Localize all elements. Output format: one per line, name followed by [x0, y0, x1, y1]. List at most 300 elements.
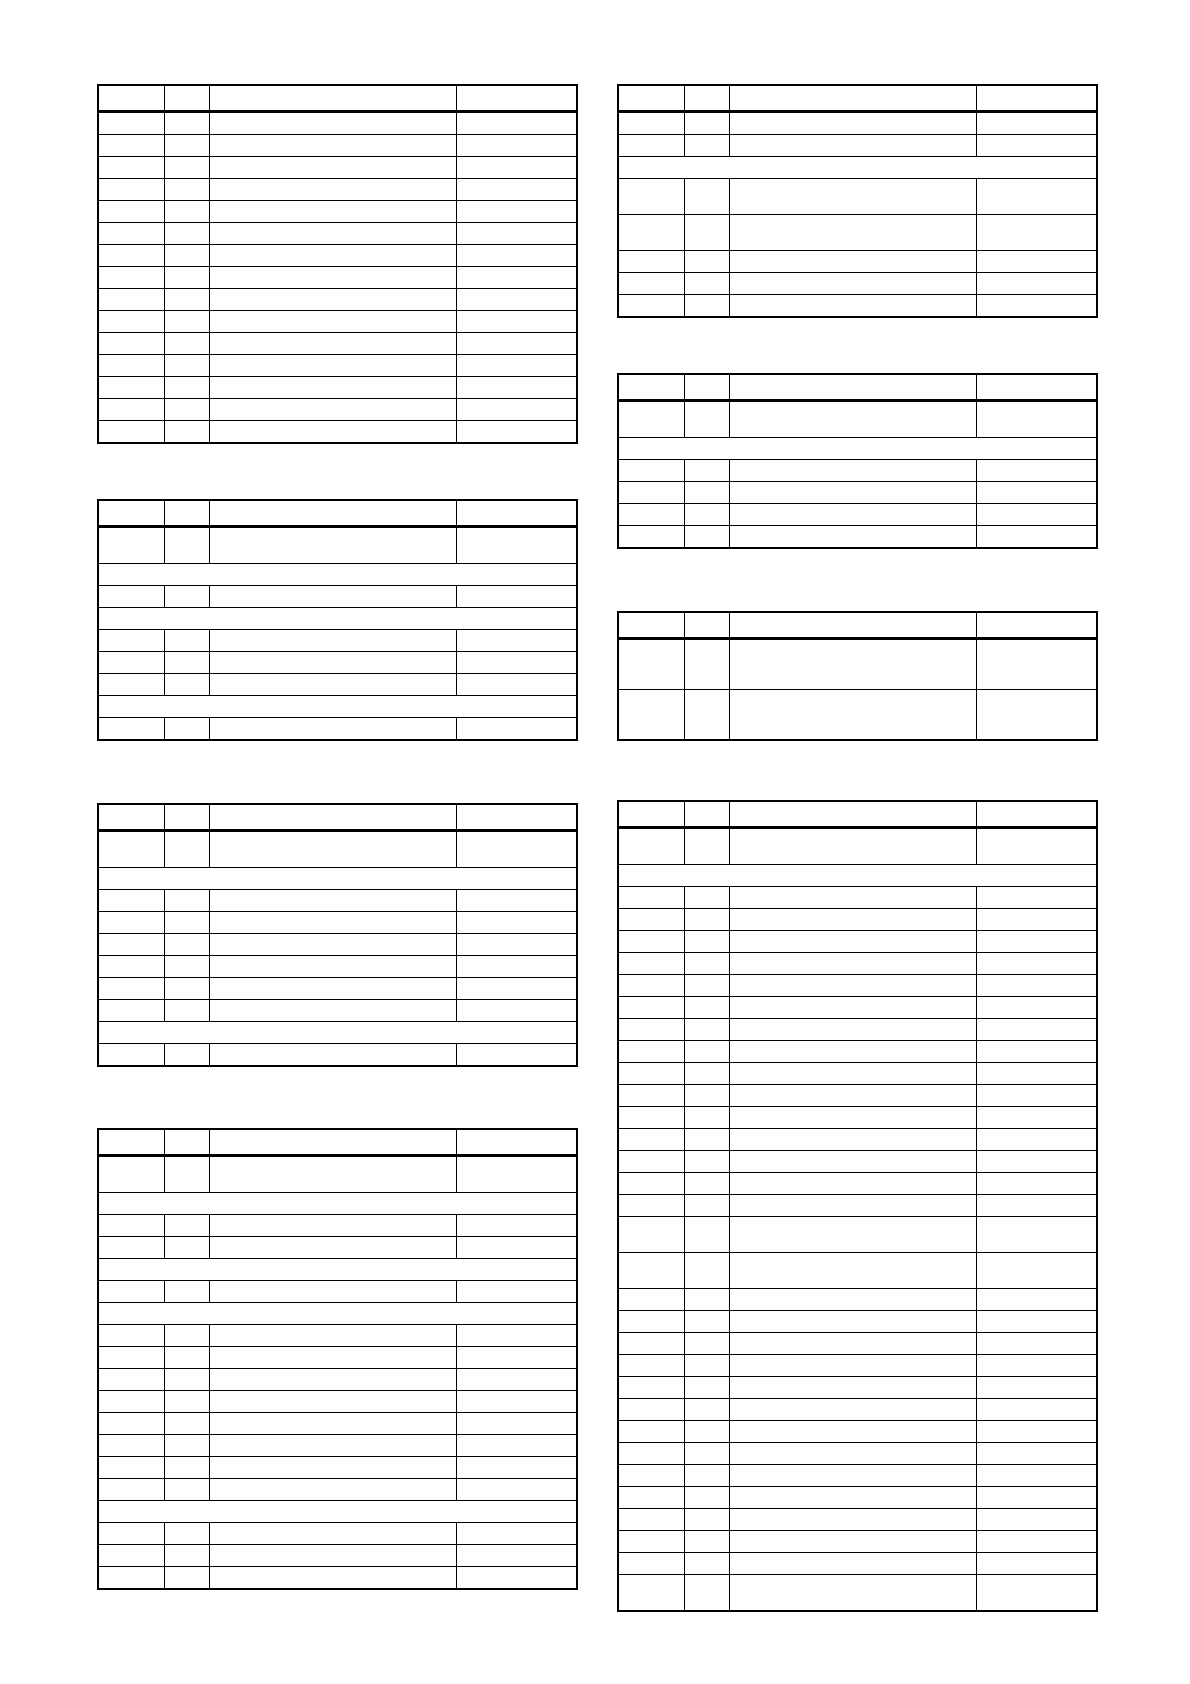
table-cell	[684, 1553, 729, 1574]
table-cell	[99, 1215, 164, 1236]
table-cell	[164, 179, 209, 200]
table-cell	[684, 1019, 729, 1040]
table-row	[99, 1156, 576, 1192]
table-cell	[209, 890, 456, 911]
table-cell	[619, 1129, 684, 1150]
table-cell	[209, 586, 456, 607]
table-cell	[976, 1173, 1096, 1194]
table-cell	[684, 1129, 729, 1150]
table-cell	[99, 934, 164, 955]
table-row	[619, 1464, 1096, 1486]
table-cell	[976, 953, 1096, 974]
table-cell	[209, 978, 456, 999]
table-cell	[164, 289, 209, 310]
table-cell	[456, 1545, 576, 1566]
table-cell	[619, 1487, 684, 1508]
table-cell	[729, 113, 976, 134]
table-cell	[99, 1000, 164, 1021]
table-cell	[209, 630, 456, 651]
table-cell	[164, 934, 209, 955]
table-row	[619, 1574, 1096, 1610]
table-cell	[164, 805, 209, 829]
table-cell	[619, 1399, 684, 1420]
table-cell	[976, 86, 1096, 110]
table-cell	[99, 113, 164, 134]
table-cell	[619, 1421, 684, 1442]
table-cell	[164, 1391, 209, 1412]
table-cell	[99, 630, 164, 651]
table-row	[619, 1354, 1096, 1376]
table-cell	[729, 1509, 976, 1530]
table-cell	[99, 223, 164, 244]
table-cell	[729, 402, 976, 437]
table-row	[619, 112, 1096, 134]
table-cell	[976, 402, 1096, 437]
table-cell	[209, 528, 456, 563]
table-row	[619, 1106, 1096, 1128]
table-cell	[729, 1173, 976, 1194]
table-cell	[164, 586, 209, 607]
table-cell	[729, 613, 976, 637]
table-cell	[976, 1333, 1096, 1354]
table-cell	[976, 1487, 1096, 1508]
table-cell	[619, 135, 684, 156]
table-cell	[976, 931, 1096, 952]
table-cell	[684, 640, 729, 689]
table-cell	[164, 674, 209, 695]
table-cell	[729, 86, 976, 110]
table-cell	[209, 1215, 456, 1236]
table-cell	[729, 215, 976, 250]
table-row	[99, 332, 576, 354]
table-row	[99, 673, 576, 695]
table-cell	[684, 953, 729, 974]
table-row	[619, 1486, 1096, 1508]
table-cell	[729, 1019, 976, 1040]
table-row	[619, 1508, 1096, 1530]
table-section-row	[619, 437, 1096, 459]
table-cell	[976, 1129, 1096, 1150]
table-cell	[99, 1325, 164, 1346]
table-cell	[99, 1545, 164, 1566]
table-cell	[619, 460, 684, 481]
table-row	[99, 178, 576, 200]
table-cell	[99, 1237, 164, 1258]
table-cell	[976, 613, 1096, 637]
table-cell	[976, 887, 1096, 908]
table-cell	[456, 333, 576, 354]
table-cell	[99, 1567, 164, 1588]
table-right-4	[617, 800, 1098, 1612]
table-cell	[729, 909, 976, 930]
table-cell	[976, 829, 1096, 864]
table-cell	[209, 832, 456, 867]
table-cell	[684, 1289, 729, 1310]
table-cell	[619, 1289, 684, 1310]
table-row	[99, 288, 576, 310]
table-row	[619, 1376, 1096, 1398]
table-cell	[684, 1377, 729, 1398]
table-cell	[729, 1311, 976, 1332]
table-cell	[729, 829, 976, 864]
table-cell	[99, 289, 164, 310]
table-row	[99, 1236, 576, 1258]
table-row	[99, 831, 576, 867]
table-row	[99, 629, 576, 651]
table-cell	[976, 1253, 1096, 1288]
table-row	[99, 1390, 576, 1412]
table-row	[619, 178, 1096, 214]
table-cell	[456, 630, 576, 651]
table-cell	[729, 460, 976, 481]
table-cell	[209, 1130, 456, 1154]
table-cell	[99, 333, 164, 354]
table-cell	[729, 1195, 976, 1216]
table-cell	[684, 251, 729, 272]
table-cell	[456, 1435, 576, 1456]
table-row	[619, 214, 1096, 250]
table-cell	[976, 273, 1096, 294]
table-cell	[209, 1044, 456, 1065]
table-cell	[684, 829, 729, 864]
table-cell	[684, 1151, 729, 1172]
table-cell	[729, 1085, 976, 1106]
table-cell	[729, 1531, 976, 1552]
table-cell	[684, 997, 729, 1018]
table-cell	[684, 295, 729, 316]
table-cell	[164, 223, 209, 244]
table-cell	[619, 1217, 684, 1252]
table-cell	[209, 934, 456, 955]
table-section-row	[619, 156, 1096, 178]
table-cell	[456, 912, 576, 933]
table-cell	[619, 931, 684, 952]
table-cell	[976, 1041, 1096, 1062]
table-cell	[619, 1107, 684, 1128]
table-row	[99, 933, 576, 955]
table-cell	[209, 1479, 456, 1500]
table-cell	[684, 1355, 729, 1376]
table-cell	[729, 1063, 976, 1084]
table-cell	[209, 1157, 456, 1192]
table-row	[99, 266, 576, 288]
table-cell	[976, 1195, 1096, 1216]
table-cell	[164, 1000, 209, 1021]
table-cell	[99, 1391, 164, 1412]
table-cell	[976, 1575, 1096, 1610]
table-cell	[99, 1369, 164, 1390]
table-cell	[164, 1523, 209, 1544]
table-cell	[976, 1151, 1096, 1172]
table-cell	[684, 975, 729, 996]
table-cell	[209, 135, 456, 156]
table-cell	[684, 1217, 729, 1252]
table-section-row	[99, 563, 576, 585]
table-cell	[619, 640, 684, 689]
table-cell	[164, 267, 209, 288]
table-cell	[976, 1217, 1096, 1252]
table-cell	[456, 179, 576, 200]
table-cell	[729, 931, 976, 952]
table-cell	[164, 377, 209, 398]
table-cell	[456, 377, 576, 398]
table-cell	[209, 267, 456, 288]
table-row	[619, 481, 1096, 503]
table-cell	[619, 1311, 684, 1332]
table-cell	[619, 975, 684, 996]
table-row	[619, 1310, 1096, 1332]
table-cell	[209, 1369, 456, 1390]
table-cell	[164, 399, 209, 420]
table-row	[619, 908, 1096, 930]
table-cell	[456, 421, 576, 442]
table-cell	[99, 377, 164, 398]
table-cell	[164, 718, 209, 739]
table-cell	[619, 802, 684, 826]
table-cell	[164, 1457, 209, 1478]
table-cell	[619, 613, 684, 637]
table-cell	[164, 1567, 209, 1588]
table-cell	[99, 1523, 164, 1544]
table-cell	[209, 1413, 456, 1434]
table-row	[619, 1040, 1096, 1062]
table-cell	[619, 829, 684, 864]
table-cell	[976, 215, 1096, 250]
table-cell	[729, 375, 976, 399]
table-cell	[729, 1289, 976, 1310]
table-cell	[976, 1355, 1096, 1376]
table-cell	[619, 273, 684, 294]
table-cell	[456, 934, 576, 955]
table-cell	[164, 1157, 209, 1192]
table-cell	[976, 640, 1096, 689]
table-cell	[456, 718, 576, 739]
table-cell	[619, 1509, 684, 1530]
table-cell	[976, 179, 1096, 214]
table-left-4	[97, 1128, 578, 1590]
table-cell	[619, 1465, 684, 1486]
table-cell	[164, 1435, 209, 1456]
table-section-row	[99, 867, 576, 889]
table-cell	[976, 975, 1096, 996]
table-cell	[99, 1457, 164, 1478]
table-cell	[164, 1281, 209, 1302]
table-row	[619, 1288, 1096, 1310]
table-cell	[976, 375, 1096, 399]
table-cell	[684, 887, 729, 908]
table-cell	[619, 997, 684, 1018]
table-cell	[729, 1399, 976, 1420]
table-cell	[456, 399, 576, 420]
table-cell	[209, 501, 456, 525]
table-cell	[456, 113, 576, 134]
table-cell	[164, 1369, 209, 1390]
table-cell	[976, 482, 1096, 503]
table-right-1	[617, 84, 1098, 318]
table-cell	[164, 1325, 209, 1346]
table-cell	[456, 1369, 576, 1390]
table-cell	[729, 1443, 976, 1464]
table-cell	[99, 652, 164, 673]
table-cell	[209, 355, 456, 376]
table-cell	[164, 978, 209, 999]
table-cell	[684, 802, 729, 826]
table-row	[99, 112, 576, 134]
table-cell	[209, 1237, 456, 1258]
table-right-3	[617, 611, 1098, 741]
table-cell	[729, 1253, 976, 1288]
table-cell	[209, 157, 456, 178]
table-cell	[619, 909, 684, 930]
table-cell	[99, 399, 164, 420]
table-cell	[99, 890, 164, 911]
table-cell	[619, 1333, 684, 1354]
table-row	[619, 503, 1096, 525]
table-row	[99, 156, 576, 178]
table-cell	[456, 267, 576, 288]
table-row	[99, 1412, 576, 1434]
table-cell	[976, 997, 1096, 1018]
table-cell	[729, 1575, 976, 1610]
table-cell	[729, 1107, 976, 1128]
table-cell	[684, 613, 729, 637]
table-cell	[456, 956, 576, 977]
table-cell	[684, 1421, 729, 1442]
table-cell	[456, 586, 576, 607]
table-cell	[619, 1377, 684, 1398]
table-cell	[99, 832, 164, 867]
table-cell	[684, 1311, 729, 1332]
table-cell	[619, 887, 684, 908]
table-cell	[619, 1041, 684, 1062]
table-cell	[976, 1019, 1096, 1040]
table-cell	[619, 1355, 684, 1376]
table-cell	[456, 1281, 576, 1302]
table-row	[619, 930, 1096, 952]
table-row	[619, 1018, 1096, 1040]
table-row	[99, 651, 576, 673]
table-cell	[209, 1457, 456, 1478]
table-row	[99, 1214, 576, 1236]
table-row	[99, 354, 576, 376]
table-row	[619, 1552, 1096, 1574]
table-row	[619, 250, 1096, 272]
table-row	[99, 999, 576, 1021]
table-row	[99, 585, 576, 607]
table-cell	[164, 421, 209, 442]
table-cell	[729, 1487, 976, 1508]
table-row	[99, 376, 576, 398]
table-cell	[976, 113, 1096, 134]
table-cell	[684, 1531, 729, 1552]
table-cell	[99, 912, 164, 933]
table-cell	[684, 1085, 729, 1106]
table-cell	[99, 718, 164, 739]
table-row	[619, 134, 1096, 156]
table-cell	[209, 201, 456, 222]
table-cell	[456, 1325, 576, 1346]
table-cell	[209, 289, 456, 310]
table-cell	[99, 311, 164, 332]
table-cell	[684, 86, 729, 110]
table-cell	[209, 805, 456, 829]
table-cell	[99, 1044, 164, 1065]
table-cell	[209, 333, 456, 354]
table-cell	[209, 1567, 456, 1588]
table-row	[619, 828, 1096, 864]
table-cell	[456, 135, 576, 156]
table-section-row	[99, 1500, 576, 1522]
table-cell	[209, 245, 456, 266]
table-cell	[976, 526, 1096, 547]
table-left-2	[97, 499, 578, 741]
table-cell	[729, 1129, 976, 1150]
table-cell	[99, 1281, 164, 1302]
table-cell	[619, 504, 684, 525]
table-header-row	[619, 86, 1096, 112]
table-cell	[209, 113, 456, 134]
table-row	[619, 272, 1096, 294]
table-cell	[456, 311, 576, 332]
table-section-row	[619, 864, 1096, 886]
table-cell	[619, 953, 684, 974]
table-cell	[684, 909, 729, 930]
table-header-row	[99, 501, 576, 527]
table-cell	[684, 1063, 729, 1084]
table-cell	[729, 953, 976, 974]
table-cell	[456, 1000, 576, 1021]
table-row	[619, 459, 1096, 481]
table-cell	[99, 1130, 164, 1154]
table-cell	[729, 1333, 976, 1354]
table-row	[99, 398, 576, 420]
table-row	[99, 717, 576, 739]
table-cell	[684, 482, 729, 503]
table-cell	[729, 135, 976, 156]
table-row	[99, 1280, 576, 1302]
table-row	[99, 1522, 576, 1544]
table-cell	[209, 1347, 456, 1368]
table-row	[99, 1043, 576, 1065]
table-row	[99, 1544, 576, 1566]
table-cell	[456, 245, 576, 266]
table-row	[619, 1332, 1096, 1354]
table-row	[619, 294, 1096, 316]
table-cell	[456, 355, 576, 376]
table-cell	[164, 1545, 209, 1566]
table-cell	[729, 482, 976, 503]
table-cell	[164, 311, 209, 332]
table-cell	[99, 978, 164, 999]
table-cell	[164, 245, 209, 266]
table-row	[99, 1368, 576, 1390]
table-cell	[619, 1195, 684, 1216]
table-cell	[729, 251, 976, 272]
table-cell	[729, 802, 976, 826]
table-cell	[164, 86, 209, 110]
table-header-row	[99, 86, 576, 112]
table-row	[99, 420, 576, 442]
table-cell	[684, 1487, 729, 1508]
table-row	[619, 1128, 1096, 1150]
table-cell	[99, 355, 164, 376]
table-cell	[684, 1575, 729, 1610]
table-cell	[684, 1509, 729, 1530]
table-cell	[456, 1130, 576, 1154]
table-cell	[164, 890, 209, 911]
table-row	[619, 1442, 1096, 1464]
table-row	[619, 1398, 1096, 1420]
